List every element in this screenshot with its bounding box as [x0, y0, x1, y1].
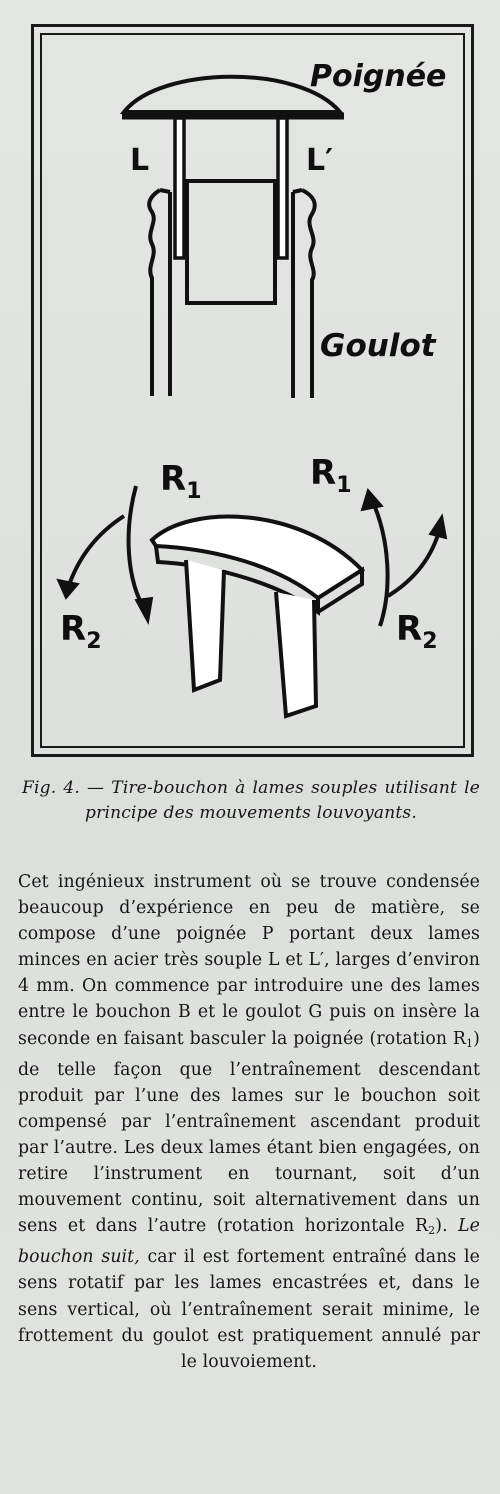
- arrow-r1-left-head: [136, 598, 152, 622]
- caption-text: — Tire-bouchon à lames souples utilisant le principe des mouvements louvoyants.: [80, 778, 481, 823]
- cork: [187, 181, 275, 303]
- label-r1-right: $R_1$: [310, 453, 352, 498]
- arrow-r2-left: [68, 516, 124, 588]
- label-neck: Goulot: [320, 328, 436, 364]
- neck-wall-right: [302, 190, 315, 398]
- label-r2-left: $R_2$: [60, 609, 102, 654]
- arrow-r2-right: [388, 528, 440, 596]
- arrow-r2-left-head: [58, 580, 78, 598]
- tilted-handle-top: [152, 517, 362, 598]
- figure-number: Fig. 4.: [22, 778, 80, 798]
- paragraph-part3: ).: [435, 1216, 459, 1237]
- label-r1-left: $R_1$: [160, 459, 202, 504]
- paragraph-part1: Cet ingénieux instrument où se trouve condensée beaucoup d’expérience en peu de matière, se compose d’une poignée P portant deux lames minces en acier très souple L et L′, larges d’environ 4 mm. On commence par introduire une des lames entre le bouchon B et le goulot G puis on insère la seconde en faisant basculer la poignée (rotation R: [18, 872, 480, 1049]
- paragraph-emphasis: Le bouchon suit,: [18, 1216, 480, 1268]
- arrow-r1-right: [372, 500, 388, 626]
- label-r2-right: $R_2$: [396, 609, 438, 654]
- blade-lower-right: [276, 592, 316, 716]
- paragraph-part2: ) de telle façon que l’entraînement descendant produit par l’une des lames sur le bouchon soit compensé par l’entraînement ascendant produit par l’autre. Les deux lames étant bien engagées, on retire l’instrument en tournant, soit d’un mouvement continu, soit alternativement dans un sens et dans l’autre (rotation horizontale R: [18, 1028, 480, 1237]
- paragraph-sub1: 1: [466, 1036, 474, 1050]
- neck-wall-left-lip: [160, 190, 170, 192]
- blade-lower-left: [186, 560, 224, 690]
- blade-left: [175, 118, 184, 258]
- label-blade-left: L: [130, 143, 150, 178]
- neck-wall-right-lip: [293, 190, 302, 192]
- blade-right: [278, 118, 287, 258]
- body-paragraph: [18, 869, 480, 1375]
- arrow-r1-right-head: [362, 490, 382, 510]
- figure-caption: [22, 776, 480, 826]
- label-blade-right: L′: [306, 143, 334, 178]
- label-handle: Poignée: [310, 59, 447, 94]
- arrow-r2-right-head: [430, 516, 446, 538]
- arrow-r1-left: [129, 486, 146, 612]
- paragraph-part4: car il est fortement entraîné dans le sens rotatif par les lames encastrées et, dans le sens vertical, où l’entraînement serait minime, le frottement du goulot est pratiquement annulé par le louvoiement.: [18, 1247, 480, 1372]
- neck-wall-left: [149, 190, 160, 396]
- handle-dome: [124, 77, 340, 112]
- paragraph-sub2: 2: [428, 1224, 436, 1238]
